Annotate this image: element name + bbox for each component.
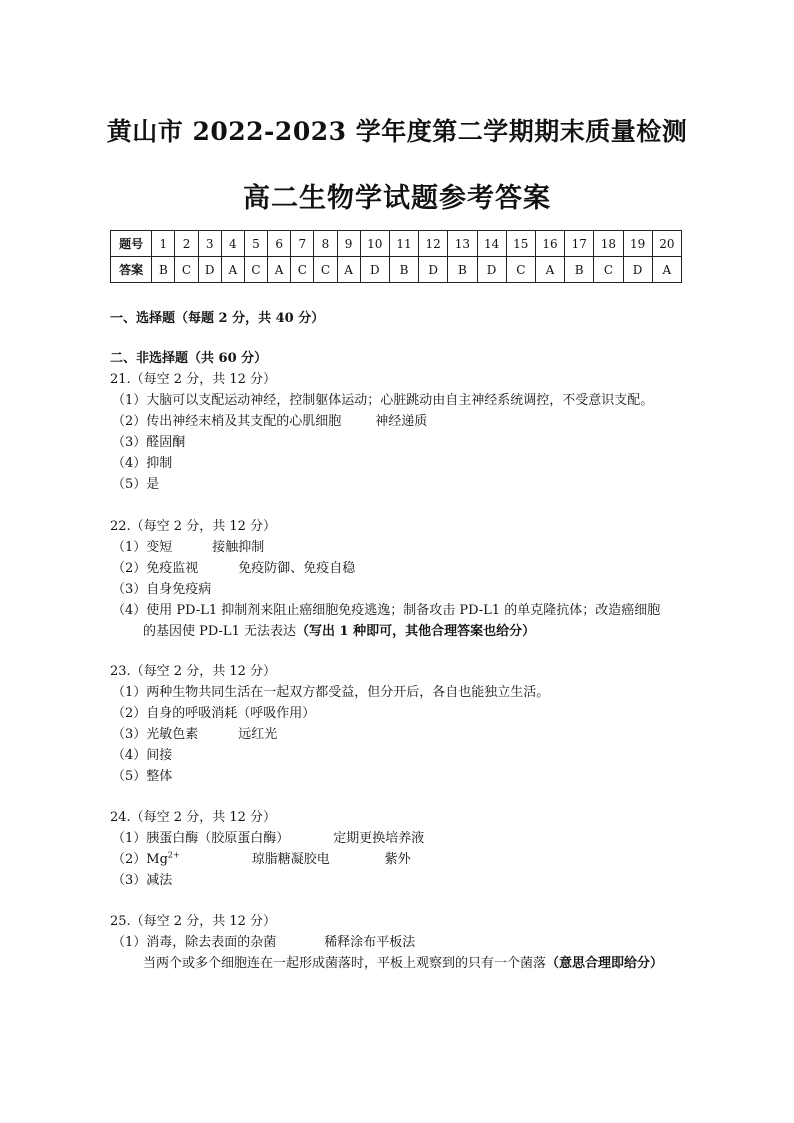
q25-answer-1-cont xyxy=(143,952,663,971)
table-cell: 4 xyxy=(221,231,244,257)
q25-answer-1-note: （意思合理即给分） xyxy=(546,956,664,971)
table-cell: D xyxy=(623,257,652,283)
q24-answer-2b: 琼脂糖凝胶电 xyxy=(251,852,330,867)
q21-answer-3: （3）醛固酮 xyxy=(112,435,186,450)
table-cell: 20 xyxy=(652,231,681,257)
table-cell: 12 xyxy=(419,231,448,257)
q22-answer-1 xyxy=(112,536,264,555)
table-cell: C xyxy=(314,257,337,283)
q24-answer-1 xyxy=(112,827,424,846)
q21-answer-5: （5）是 xyxy=(112,477,160,492)
q23-answer-3a: （3）光敏色素 xyxy=(112,727,199,742)
table-cell: 16 xyxy=(535,231,564,257)
table-cell: B xyxy=(152,257,175,283)
q22-answer-3: （3）自身免疫病 xyxy=(112,582,212,597)
table-cell: C xyxy=(594,257,623,283)
table-cell: 7 xyxy=(291,231,314,257)
section-heading-nonchoice: 二、非选择题（共 60 分） xyxy=(110,351,268,366)
q21-answer-1: （1）大脑可以支配运动神经，控制躯体运动；心脏跳动由自主神经系统调控，不受意识支配。 xyxy=(112,393,654,408)
table-cell: A xyxy=(652,257,681,283)
row-label-answer: 答案 xyxy=(111,257,152,283)
q23-answer-2: （2）自身的呼吸消耗（呼吸作用） xyxy=(112,706,316,721)
table-cell: 6 xyxy=(268,231,291,257)
q25-answer-1b: 稀释涂布平板法 xyxy=(324,935,416,950)
table-cell: 13 xyxy=(448,231,477,257)
q23-answer-3 xyxy=(112,723,277,742)
q22-answer-1b: 接触抑制 xyxy=(212,540,265,555)
exam-title: 黄山市 2022-2023 学年度第二学期期末质量检测 xyxy=(106,117,688,146)
q21-answer-2a: （2）传出神经末梢及其支配的心肌细胞 xyxy=(112,414,342,429)
table-cell: 10 xyxy=(360,231,389,257)
table-cell: A xyxy=(221,257,244,283)
q25-answer-1-cont-text: 当两个或多个细胞连在一起形成菌落时，平板上观察到的只有一个菌落 xyxy=(143,956,547,971)
table-cell: A xyxy=(268,257,291,283)
q24-header: 24.（每空 2 分，共 12 分） xyxy=(110,810,277,825)
table-cell: 2 xyxy=(175,231,198,257)
q24-answer-1b: 定期更换培养液 xyxy=(333,831,425,846)
question-number-row xyxy=(111,231,682,257)
q22-answer-4-cont-text: 的基因使 PD-L1 无法表达 xyxy=(143,624,296,639)
q22-answer-2 xyxy=(112,557,355,576)
q24-answer-2a: （2）Mg xyxy=(112,852,168,867)
table-cell: 5 xyxy=(244,231,267,257)
q21-answer-2b: 神经递质 xyxy=(375,414,428,429)
q21-header: 21.（每空 2 分，共 12 分） xyxy=(110,372,277,387)
table-cell: 11 xyxy=(389,231,418,257)
q25-answer-1 xyxy=(112,931,415,950)
table-cell: 3 xyxy=(198,231,221,257)
q21-answer-4: （4）抑制 xyxy=(112,456,173,471)
q22-answer-1a: （1）变短 xyxy=(112,540,173,555)
table-cell: C xyxy=(175,257,198,283)
table-cell: B xyxy=(448,257,477,283)
table-cell: D xyxy=(477,257,506,283)
table-cell: A xyxy=(337,257,360,283)
table-cell: 18 xyxy=(594,231,623,257)
table-cell: D xyxy=(360,257,389,283)
q24-answer-2a-sup: 2+ xyxy=(167,850,180,860)
row-label-number: 题号 xyxy=(111,231,152,257)
q23-answer-5: （5）整体 xyxy=(112,769,173,784)
table-cell: 1 xyxy=(152,231,175,257)
q23-header: 23.（每空 2 分，共 12 分） xyxy=(110,664,277,679)
table-cell: C xyxy=(244,257,267,283)
answer-table xyxy=(110,230,682,283)
table-cell: C xyxy=(291,257,314,283)
table-cell: D xyxy=(198,257,221,283)
q24-answer-3: （3）减法 xyxy=(112,873,173,888)
q23-answer-1: （1）两种生物共同生活在一起双方都受益，但分开后，各自也能独立生活。 xyxy=(112,685,550,700)
table-cell: 9 xyxy=(337,231,360,257)
q23-answer-4: （4）间接 xyxy=(112,748,173,763)
answer-row xyxy=(111,257,682,283)
table-cell: 14 xyxy=(477,231,506,257)
q22-header: 22.（每空 2 分，共 12 分） xyxy=(110,519,277,534)
q25-header: 25.（每空 2 分，共 12 分） xyxy=(110,914,277,929)
q22-answer-4-cont xyxy=(143,620,535,639)
q22-answer-4: （4）使用 PD-L1 抑制剂来阻止癌细胞免疫逃逸；制备攻击 PD-L1 的单克隆抗体；改造癌细胞 xyxy=(112,603,661,618)
q22-answer-2b: 免疫防御、免疫自稳 xyxy=(238,561,356,576)
q22-answer-2a: （2）免疫监视 xyxy=(112,561,199,576)
table-cell: 8 xyxy=(314,231,337,257)
q24-answer-2 xyxy=(112,848,411,867)
table-cell: B xyxy=(389,257,418,283)
q24-answer-2c: 紫外 xyxy=(384,852,411,867)
q21-answer-2 xyxy=(112,410,427,429)
table-cell: A xyxy=(535,257,564,283)
table-cell: 19 xyxy=(623,231,652,257)
q23-answer-3b: 远红光 xyxy=(238,727,278,742)
exam-subtitle: 高二生物学试题参考答案 xyxy=(243,183,551,214)
table-cell: C xyxy=(506,257,535,283)
table-cell: 15 xyxy=(506,231,535,257)
table-cell: 17 xyxy=(565,231,594,257)
table-cell: B xyxy=(565,257,594,283)
section-heading-choice: 一、选择题（每题 2 分，共 40 分） xyxy=(110,311,325,326)
table-cell: D xyxy=(419,257,448,283)
q24-answer-1a: （1）胰蛋白酶（胶原蛋白酶） xyxy=(112,831,290,846)
q22-answer-4-note: （写出 1 种即可，其他合理答案也给分） xyxy=(295,624,536,639)
q25-answer-1a: （1）消毒，除去表面的杂菌 xyxy=(112,935,277,950)
